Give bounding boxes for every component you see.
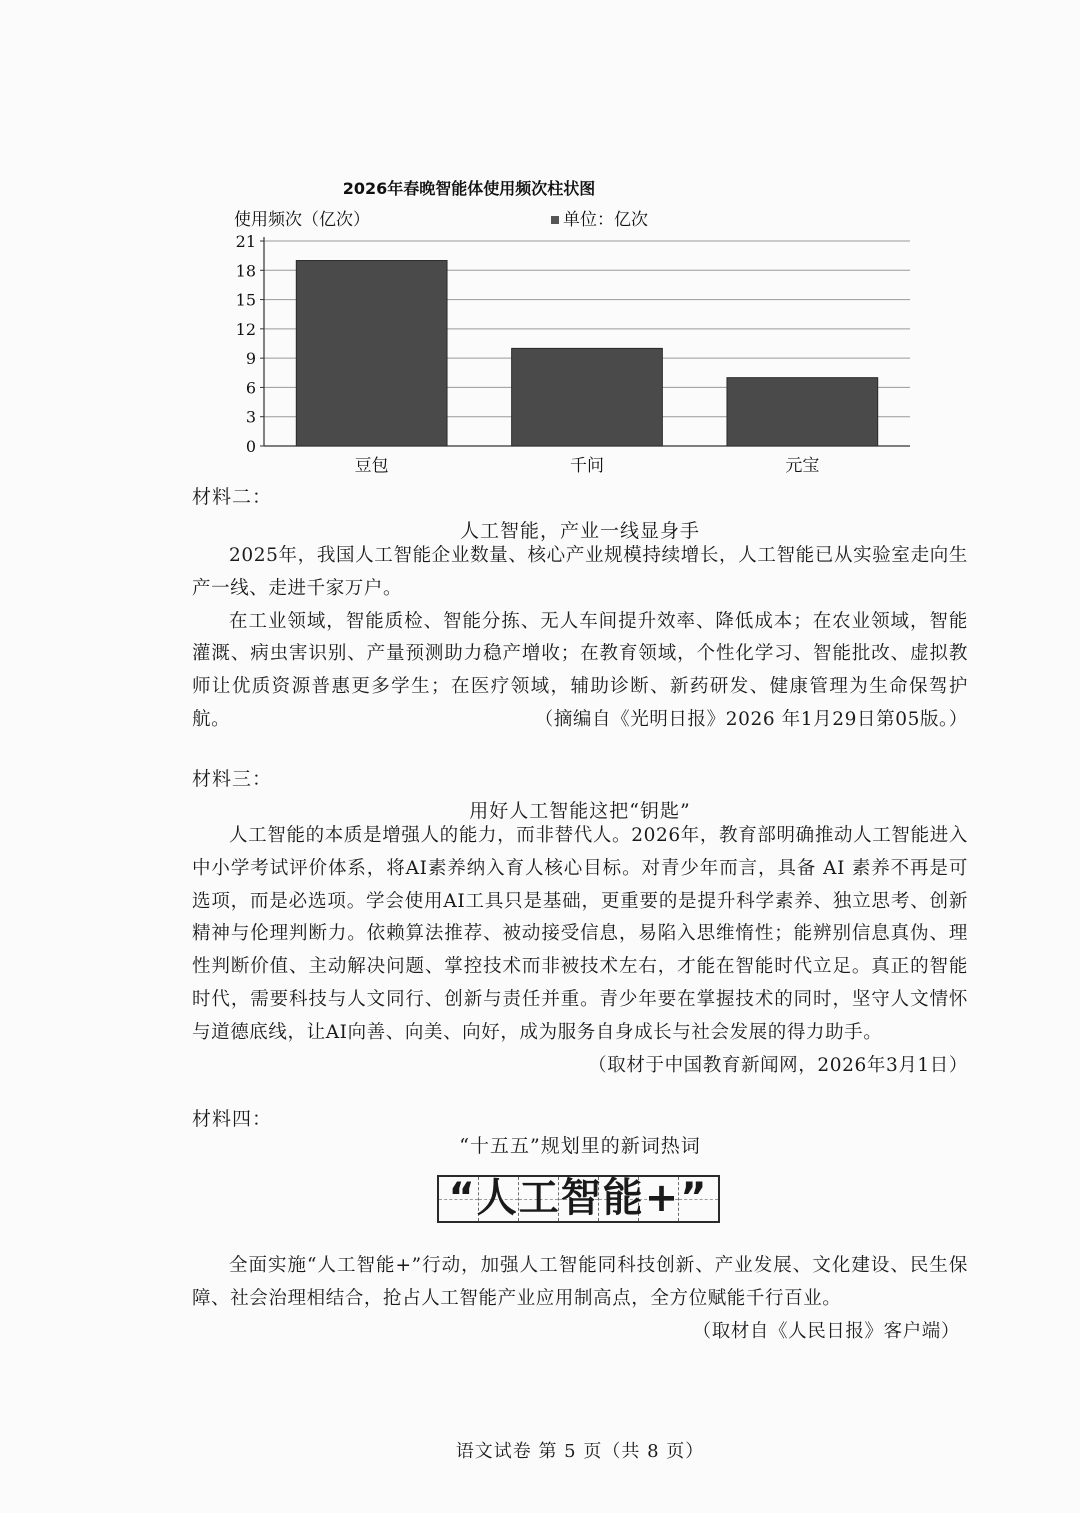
- x-tick-label: 千问: [570, 456, 604, 476]
- material3-source: （取材于中国教育新闻网，2026年3月1日）: [588, 1054, 968, 1076]
- chart-ylabel: 使用频次（亿次）: [234, 210, 370, 230]
- legend-swatch: [551, 216, 559, 224]
- y-tick-label: 21: [235, 232, 256, 251]
- material4-paragraph-1: 全面实施“人工智能+”行动，加强人工智能同科技创新、产业发展、文化建设、民生保障、社会治理相结合，抢占人工智能产业应用制高点，全方位赋能千行百业。: [192, 1255, 968, 1309]
- material2-paragraph-2: [192, 606, 968, 737]
- material4-source: （取材自《人民日报》客户端）: [692, 1320, 960, 1342]
- material3-title: 用好人工智能这把“钥匙”: [469, 800, 691, 822]
- material3-paragraph-1: [192, 820, 968, 1076]
- page-footer: 语文试卷 第 5 页（共 8 页）: [455, 1441, 705, 1462]
- chart-bars: [296, 261, 877, 446]
- material4-label: 材料四：: [192, 1108, 273, 1130]
- y-tick-label: 6: [245, 378, 256, 398]
- bar-chart: [220, 170, 930, 480]
- material2-paragraph-1: 2025年，我国人工智能企业数量、核心产业规模持续增长，人工智能已从实验室走向生产一线、走进千家万户。: [192, 545, 968, 599]
- material2-title: 人工智能，产业一线显身手: [459, 520, 700, 542]
- bar-3: [727, 378, 878, 446]
- material2-source: （摘编自《光明日报》2026 年1月29日第05版。）: [534, 708, 968, 730]
- bar-1: [296, 261, 447, 446]
- x-tick-label: 豆包: [354, 456, 389, 476]
- y-tick-label: 0: [245, 437, 256, 456]
- chart-title: 2026年春晚智能体使用频次柱状图: [342, 179, 596, 198]
- y-tick-label: 18: [235, 261, 256, 281]
- y-tick-label: 12: [235, 319, 256, 339]
- material4-body: [192, 1250, 968, 1348]
- y-tick-label: 9: [245, 349, 256, 369]
- y-tick-label: 15: [235, 290, 256, 310]
- material3-paragraph-1-text: 人工智能的本质是增强人的能力，而非替代人。2026年，教育部明确推动人工智能进入中小学考试评价体系，将AI素养纳入育人核心目标。对青少年而言，具备 AI 素养不再是可选项，而是必选项。学会使用AI工具只是基础，更重要的是提升科学素养、独立思考、创新精神与伦理判断力。依赖算法推荐、被动接受信息，易陷入思维惰性；能辨别信息真伪、理性判断价值、主动解决问题、掌控技术而非被技术左右，才能在智能时代立足。真正的智能时代，需要科技与人文同行、创新与责任并重。青少年要在掌握技术的同时，坚守人文情怀与道德底线，让AI向善、向美、向好，成为服务自身成长与社会发展的得力助手。: [192, 825, 968, 1043]
- material4-title: “十五五”规划里的新词热词: [459, 1135, 701, 1157]
- material2-label: 材料二：: [192, 486, 273, 508]
- legend-label: 单位：亿次: [563, 210, 648, 230]
- material2-body: [192, 540, 968, 737]
- material2-paragraph-2-text: 在工业领域，智能质检、智能分拣、无人车间提升效率、降低成本；在农业领域，智能灌溉、病虫害识别、产量预测助力稳产增收；在教育领域，个性化学习、智能批改、虚拟教师让优质资源普惠更多学生；在医疗领域，辅助诊断、新药研发、健康管理为生命保驾护航。: [192, 610, 968, 730]
- material3-label: 材料三：: [192, 768, 273, 790]
- y-tick-label: 3: [245, 407, 256, 427]
- x-tick-label: 元宝: [785, 456, 820, 476]
- keyword-ai-plus: “人工智能+”: [448, 1175, 709, 1221]
- bar-2: [512, 348, 663, 446]
- material3-body: [192, 820, 968, 1082]
